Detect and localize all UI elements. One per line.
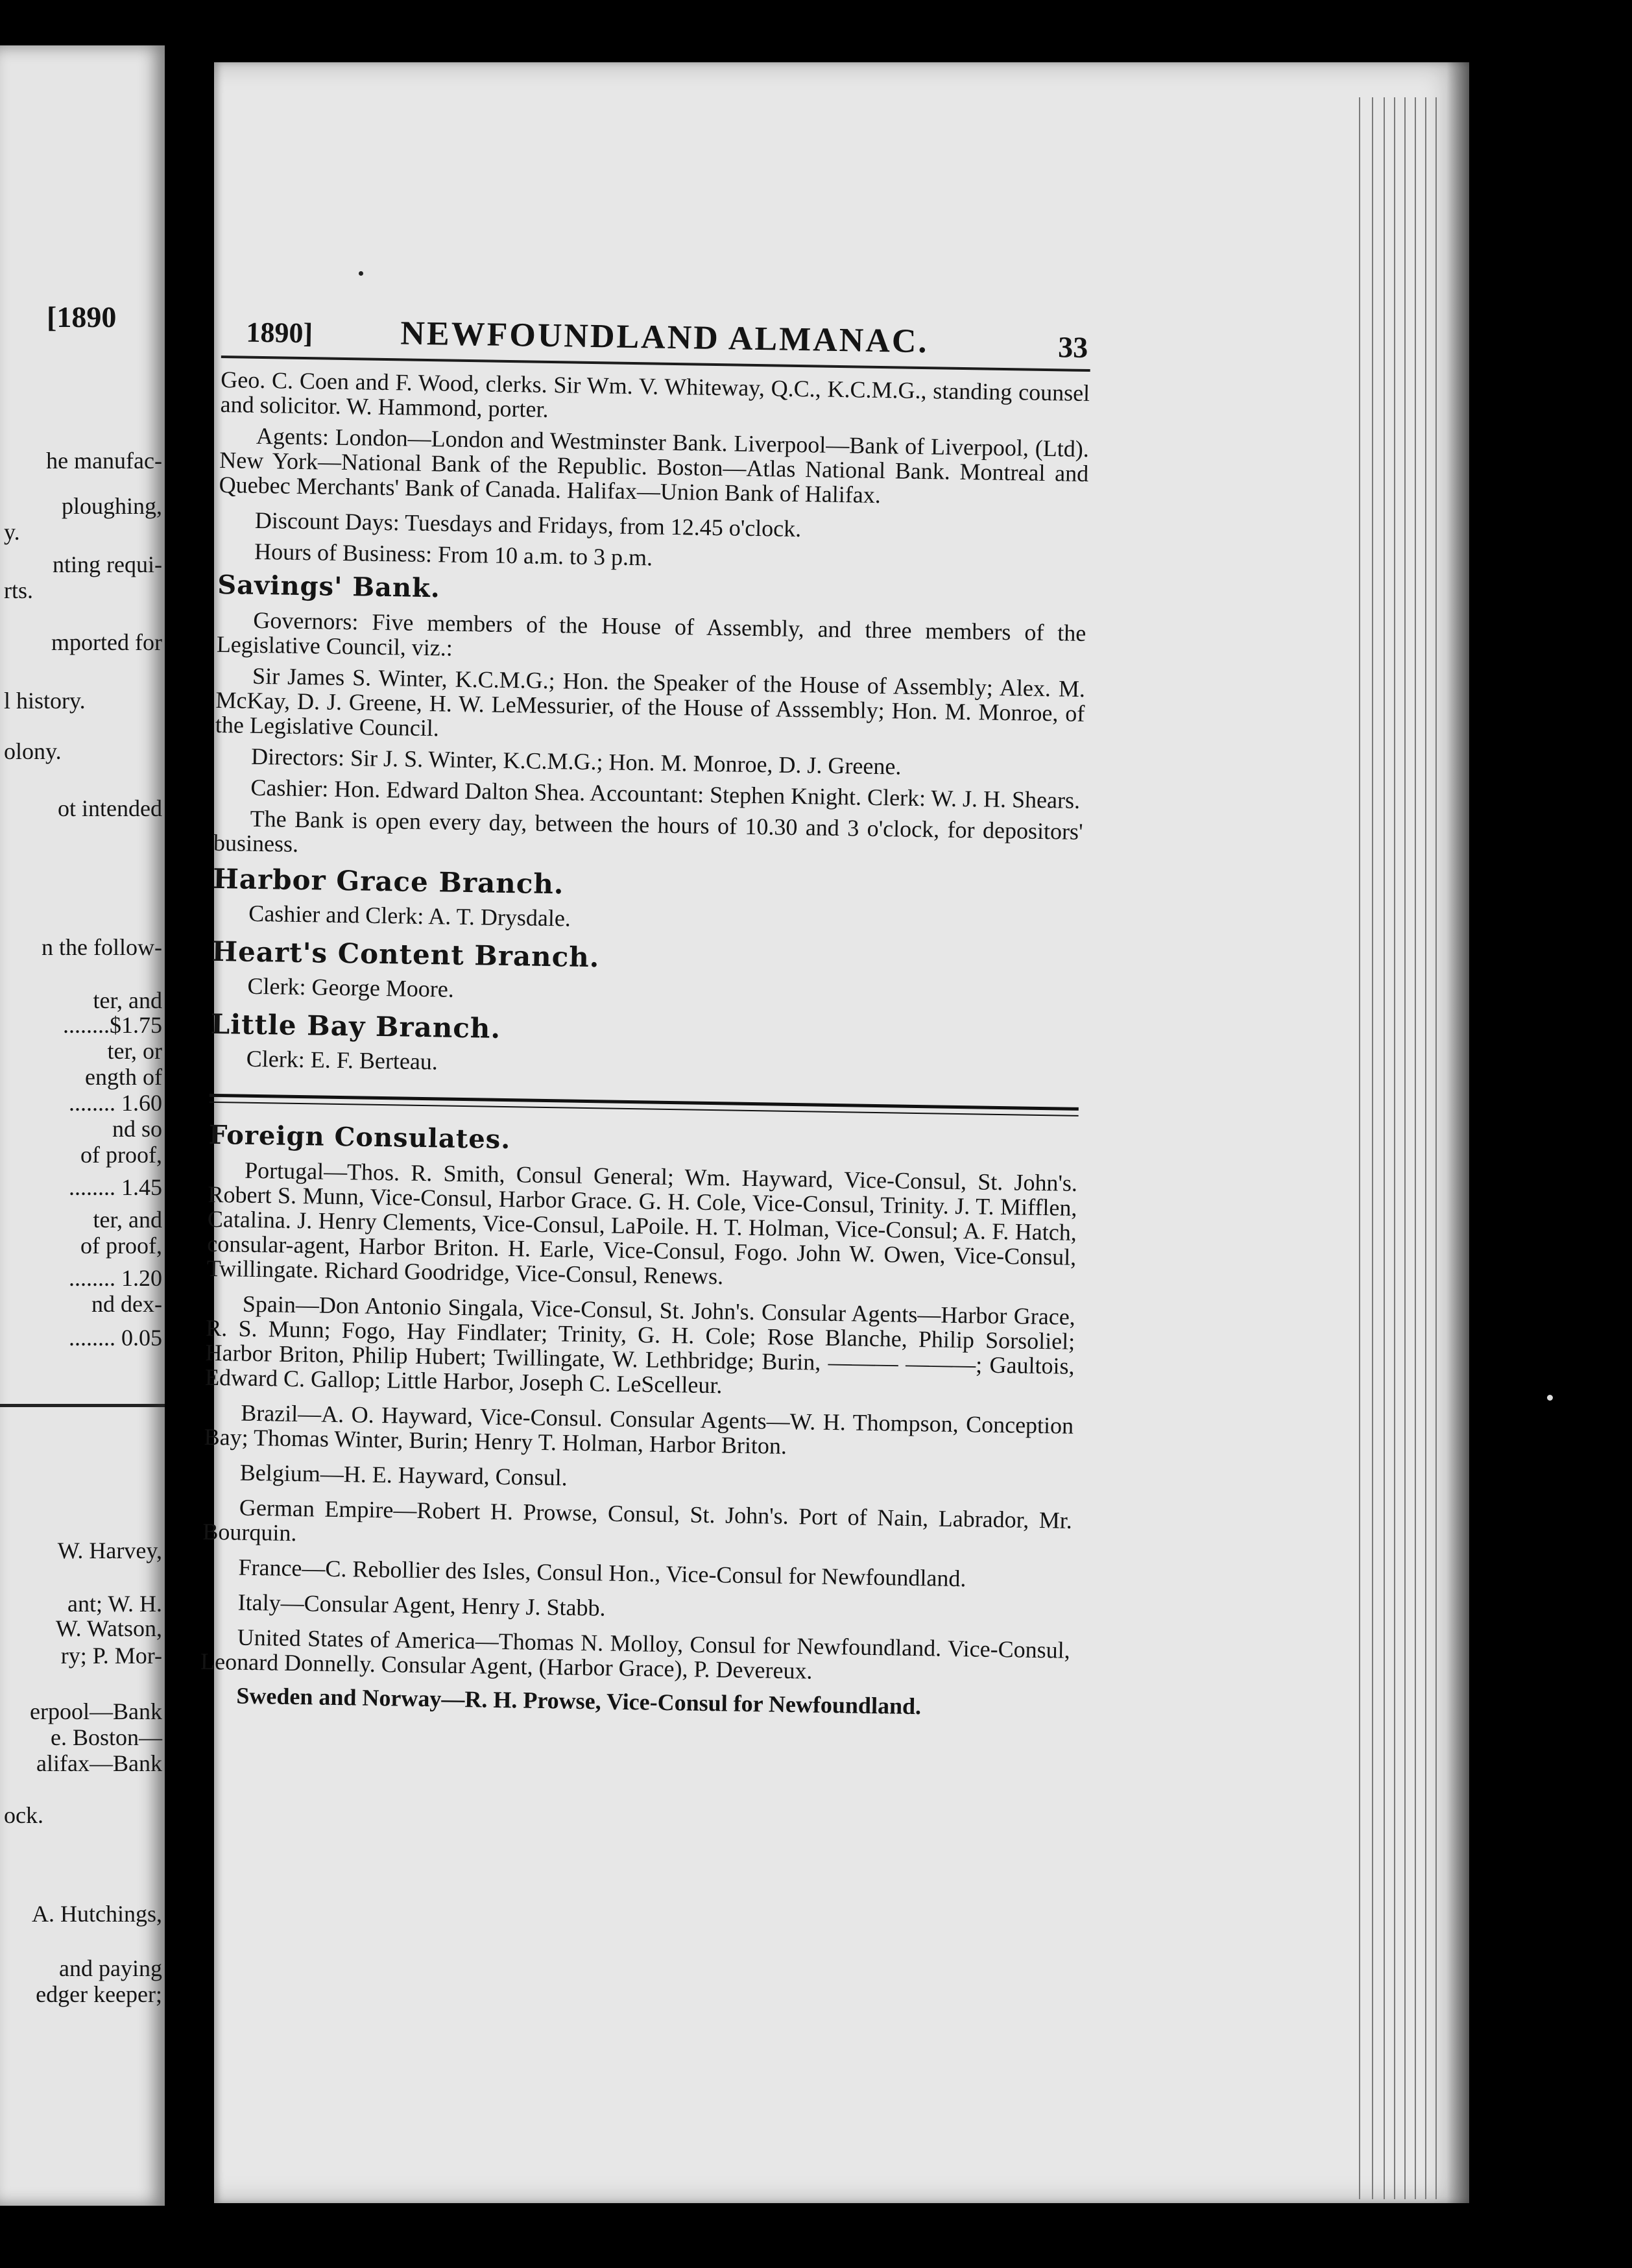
branch-staff: Clerk: E. F. Berteau. [246,1045,438,1075]
left-line: and paying [59,1955,162,1981]
branch-staff: Cashier and Clerk: A. T. Drysdale. [248,900,571,932]
edge-shadow [1446,62,1472,2203]
left-line: nting requi- [53,551,162,577]
left-line: ry; P. Mor- [60,1643,162,1669]
left-page-rule [0,1404,165,1407]
foreign-consulates-heading: Foreign Consulates. [208,1119,511,1155]
left-line: erpool—Bank [30,1698,162,1724]
hours-of-business: Hours of Business: From 10 a.m. to 3 p.m. [254,538,653,571]
branch-heading-little-bay: Little Bay Branch. [210,1007,501,1044]
consulate-entry: United States of America—Thomas N. Molloy, Consul for Newfoundland. Vice-Consul, Leonard Donnelly. Consular Agent, (Harbor Grace), P. Devereux. [200,1624,1070,1684]
savings-bank-heading: Savings' Bank. [217,569,441,604]
consulate-entry: German Empire—Robert H. Prowse, Consul, St. John's. Port of Nain, Labrador, Mr. Bourquin. [202,1494,1073,1547]
left-line: ter, and [93,987,162,1013]
discount-days: Discount Days: Tuesdays and Fridays, from 12.45 o'clock. [254,507,802,542]
running-head [221,309,1091,372]
staff-paragraph: Geo. C. Coen and F. Wood, clerks. Sir Wm. V. Whiteway, Q.C., K.C.M.G., standing counsel and solicitor. W. Hammond, porter. [220,366,1090,422]
governors-paragraph: Governors: Five members of the House of Assembly, and three members of the Legislative Council, viz.: [216,607,1086,661]
left-line: y. [4,519,20,545]
left-line: edger keeper; [36,1981,162,2007]
left-line: ........ 1.20 [69,1265,162,1291]
left-line: nd dex- [91,1291,162,1317]
page-content [200,309,1091,1728]
left-line: W. Watson, [55,1615,162,1641]
left-line: l history. [4,688,86,714]
section-divider [210,1094,1079,1116]
header-year: 1890] [246,316,313,350]
consulate-entry-sweden-norway: Sweden and Norway—R. H. Prowse, Vice-Consul for Newfoundland. [236,1682,922,1720]
page-number: 33 [1057,330,1088,364]
left-line: e. Boston— [50,1724,162,1750]
left-line: ter, and [93,1207,162,1233]
left-line: rts. [4,577,33,603]
left-line: of proof, [80,1233,162,1259]
left-page-year: [1890 [47,300,117,333]
opening-hours-paragraph: The Bank is open every day, between the hours of 10.30 and 3 o'clock, for depositors' business. [213,805,1083,857]
left-line: ant; W. H. [67,1591,162,1617]
left-line: A. Hutchings, [32,1901,162,1927]
left-line: ........$1.75 [63,1012,162,1038]
consulate-entry: France—C. Rebollier des Isles, Consul Hon., Vice-Consul for Newfoundland. [238,1554,966,1592]
left-line: ........ 1.60 [69,1090,162,1116]
branch-heading-hearts-content: Heart's Content Branch. [211,935,600,974]
cashier-paragraph: Cashier: Hon. Edward Dalton Shea. Accountant: Stephen Knight. Clerk: W. J. H. Shears. [250,774,1081,814]
branch-heading-harbor-grace: Harbor Grace Branch. [212,862,564,900]
left-line: olony. [4,738,62,764]
left-line: mported for [51,629,162,655]
members-paragraph: Sir James S. Winter, K.C.M.G.; Hon. the Speaker of the House of Assembly; Alex. M. McKay, D. J. Greene, H. W. LeMessurier, of the House of Asssembly; Hon. M. Monroe, of the Legislative Council. [215,662,1086,742]
left-line: of proof, [80,1142,162,1168]
directors-paragraph: Directors: Sir J. S. Winter, K.C.M.G.; Hon. M. Monroe, D. J. Greene. [250,743,902,780]
consulate-entry: Brazil—A. O. Hayward, Vice-Consul. Consular Agents—W. H. Thompson, Conception Bay; Thomas Winter, Burin; Henry T. Holman, Harbor Briton. [204,1399,1074,1459]
left-line: nd so [112,1116,162,1142]
consulate-entry: Portugal—Thos. R. Smith, Consul General; Wm. Hayward, Vice-Consul, St. John's. Robert S. Munn, Vice-Consul, Harbor Grace. G. H. Cole, Vice-Consul, Trinity. J. T. Mifflen, Catalina. J. Henry Clements, Vice-Consul, LaPoile. H. T. Holman, Vice-Consul; A. F. Hatch, consular-agent, Harbor Briton. H. Earle, Vice-Consul, Fogo. John W. Owen, Vice-Consul, Twillingate. Richard Goodridge, Vice-Consul, Renews. [206,1157,1078,1290]
consulate-entry: Belgium—H. E. Hayward, Consul. [239,1459,568,1491]
left-line: he manufac- [46,448,162,474]
left-line: ength of [85,1064,162,1090]
ink-speck [1547,1395,1553,1401]
consulate-entry: Italy—Consular Agent, Henry J. Stabb. [237,1589,606,1621]
agents-paragraph: Agents: London—London and Westminster Bank. Liverpool—Bank of Liverpool, (Ltd). New York—National Bank of the Republic. Boston—Atlas National Bank. Montreal and Quebec Merchants' Bank of Canada. Halifax—Union Bank of Halifax. [219,422,1090,508]
left-line: ploughing, [61,493,162,519]
left-line: ........ 0.05 [69,1325,162,1351]
left-line: ock. [4,1802,43,1828]
left-line: n the follow- [42,934,162,960]
left-line: ot intended [58,795,162,821]
main-page [200,62,1469,2203]
left-line: ter, or [107,1038,162,1064]
left-line: ........ 1.45 [69,1174,162,1200]
left-line: W. Harvey, [57,1538,162,1563]
left-page-fragment [0,45,165,2206]
branch-staff: Clerk: George Moore. [247,972,455,1002]
page-title: NEWFOUNDLAND ALMANAC. [400,315,929,361]
consulate-entry: Spain—Don Antonio Singala, Vice-Consul, St. John's. Consular Agents—Harbor Grace, R. S. Munn; Fogo, Hay Findlater; Trinity, G. H. Cole; Rose Blanche, Philip Sorsoliel; Harbor Briton, Philip Hubert; Twillingate, W. Lethbridge; Burin, ——— ———; Gaultois, Edward C. Gallop; Little Harbor, Joseph C. LeScelleur. [204,1290,1076,1399]
ink-speck [359,271,363,276]
left-line: alifax—Bank [36,1750,162,1776]
